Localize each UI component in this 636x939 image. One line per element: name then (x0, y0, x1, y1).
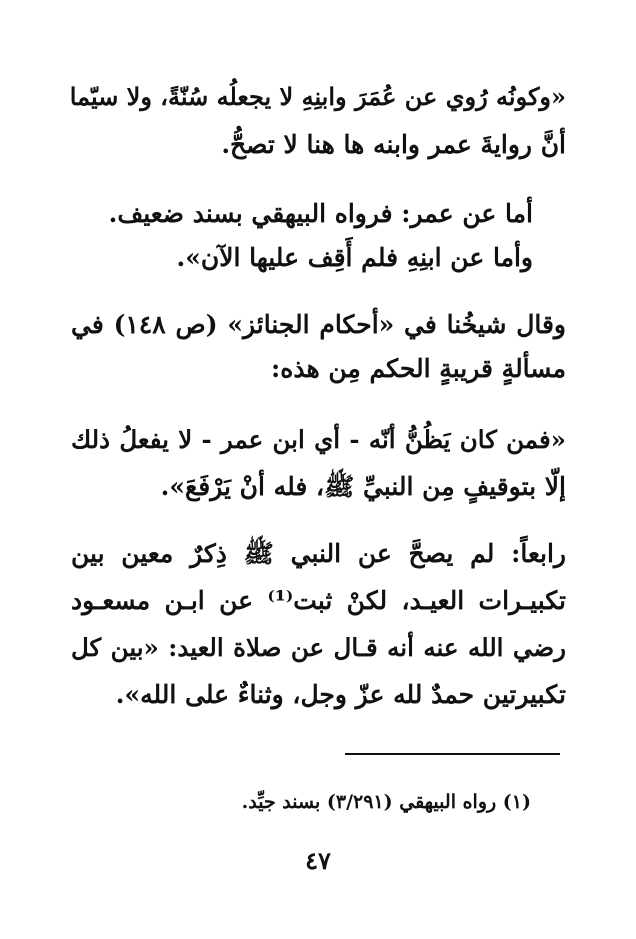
text-line: وأما عن ابنِهِ فلم أَقِف عليها الآن». (176, 243, 533, 272)
text-line: مسألةٍ قريبةٍ الحكم مِن هذه: (271, 354, 566, 383)
page-number: ٤٧ (305, 846, 331, 875)
text-line: أنَّ روايةَ عمر وابنه ها هنا لا تصحُّ. (221, 130, 566, 159)
text-line: رضي الله عنه أنه قـال عن صلاة العيد: «بين كل (71, 633, 566, 662)
footnote-separator (345, 753, 560, 755)
text-line: تكبيرتين حمدٌ لله عزّ وجل، وثناءٌ على الله». (115, 680, 566, 709)
text-line: تكبيـرات العيـد، لكنْ ثبت⁽¹⁾ عن ابـن مسعـود (71, 586, 567, 615)
text-line: رابعاً: لم يصحَّ عن النبي ﷺ ذِكرٌ معين بين (71, 539, 566, 568)
footnote: (١) رواه البيهقي (٣/٢٩١) بسند جيِّد. (241, 791, 531, 813)
text-line: «وكونُه رُوي عن عُمَرَ وابنِهِ لا يجعلُه سُنّةً، ولا سيّما (69, 82, 566, 111)
text-line: إلّا بتوقيفٍ مِن النبيِّ ﷺ، فله أنْ يَرْفَعَ». (160, 472, 566, 501)
text-line: «فمن كان يَظُنُّ أنّه - أي ابن عمر - لا يفعلُ ذلك (71, 425, 566, 454)
text-line: وقال شيخُنا في «أحكام الجنائز» (ص ١٤٨) في (71, 310, 566, 339)
text-line: أما عن عمر: فرواه البيهقي بسند ضعيف. (108, 199, 533, 228)
